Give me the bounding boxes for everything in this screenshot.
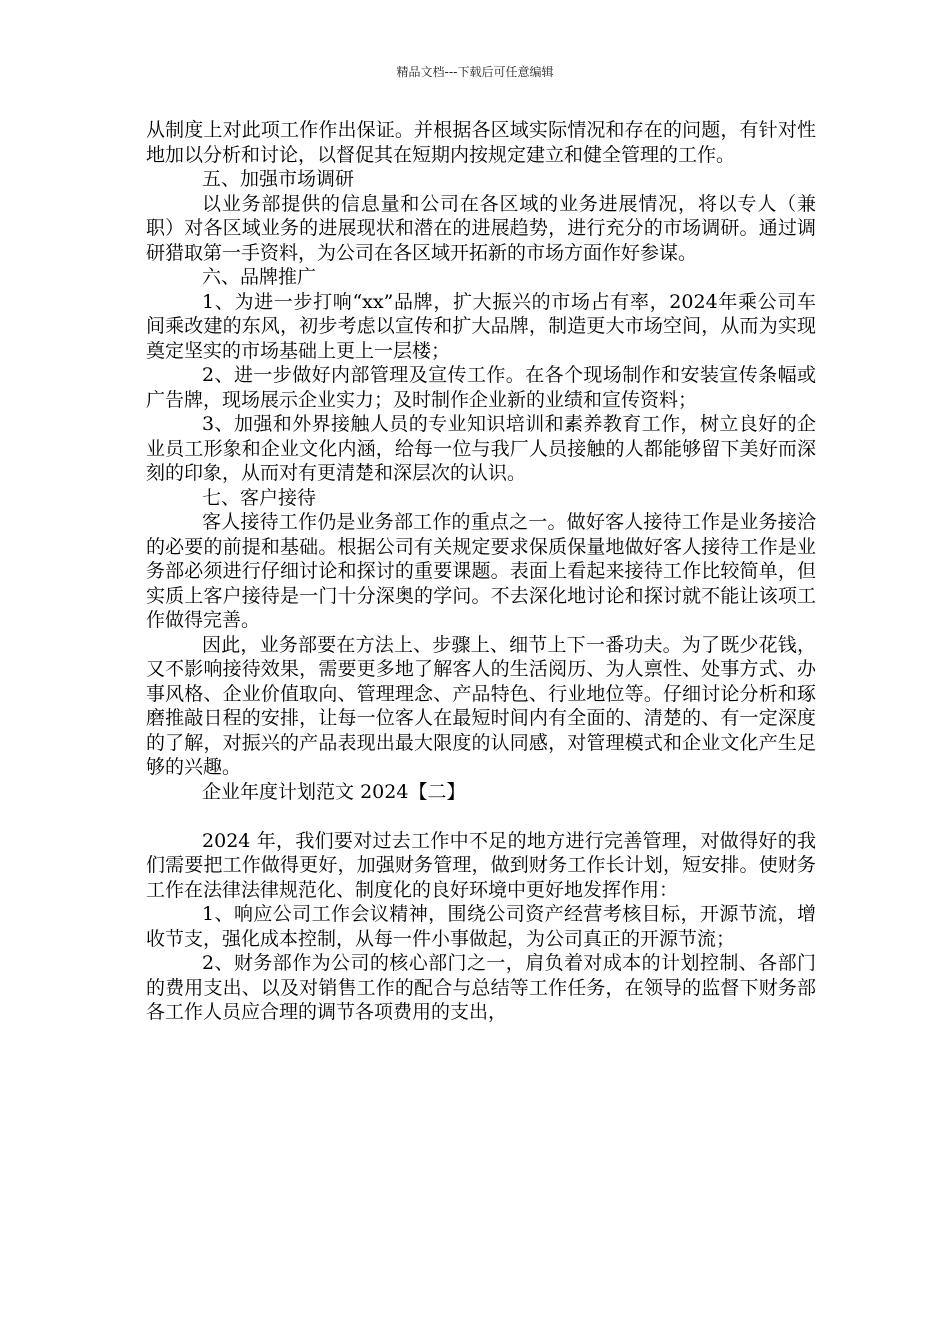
paragraph: 2024 年，我们要对过去工作中不足的地方进行完善管理，对做得好的我们需要把工作做得更好，加强财务管理，做到财务工作长计划，短安排。使财务工作在法律法律规范化、制度化的良好环境中更好地发挥作用： (146, 829, 816, 901)
section-heading: 五、加强市场调研 (202, 168, 355, 190)
paragraph: 2、进一步做好内部管理及宣传工作。在各个现场制作和安装宣传条幅或广告牌，现场展示企业实力；及时制作企业新的业绩和宣传资料； (146, 364, 816, 411)
paragraph: 客人接待工作仍是业务部工作的重点之一。做好客人接待工作是业务接洽的必要的前提和基础。根据公司有关规定要求保质保量地做好客人接待工作是业务部必须进行仔细讨论和探讨的重要课题。表面上看起来接待工作比较简单，但实质上客户接待是一门十分深奥的学问。不去深化地讨论和探讨就不能让该项工作做得完善。 (146, 511, 816, 631)
section-heading: 六、品牌推广 (202, 266, 317, 288)
paragraph: 以业务部提供的信息量和公司在各区域的业务进展情况，将以专人（兼职）对各区域业务的进展现状和潜在的进展趋势，进行充分的市场调研。通过调研猎取第一手资料，为公司在各区域开拓新的市场方面作好参谋。 (146, 192, 816, 264)
paragraph: 因此，业务部要在方法上、步骤上、细节上下一番功夫。为了既少花钱，又不影响接待效果，需要更多地了解客人的生活阅历、为人禀性、处事方式、办事风格、企业价值取向、管理理念、产品特色、行业地位等。仔细讨论分析和琢磨推敲日程的安排，让每一位客人在最短时间内有全面的、清楚的、有一定深度的了解，对振兴的产品表现出最大限度的认同感，对管理模式和企业文化产生足够的兴趣。 (146, 633, 816, 778)
paragraph: 从制度上对此项工作作出保证。并根据各区域实际情况和存在的问题，有针对性地加以分析和讨论，以督促其在短期内按规定建立和健全管理的工作。 (146, 119, 816, 166)
section-heading: 七、客户接待 (202, 486, 317, 509)
paragraph: 1、响应公司工作会议精神，围绕公司资产经营考核目标，开源节流，增收节支，强化成本控制，从每一件小事做起，为公司真正的开源节流； (146, 903, 816, 950)
paragraph: 2、财务部作为公司的核心部门之一，肩负着对成本的计划控制、各部门的费用支出、以及对销售工作的配合与总结等工作任务，在领导的监督下财务部各工作人员应合理的调节各项费用的支出， (146, 952, 816, 1023)
paragraph: 3、加强和外界接触人员的专业知识培训和素养教育工作，树立良好的企业员工形象和企业文化内涵，给每一位与我厂人员接触的人都能够留下美好而深刻的印象，从而对有更清楚和深层次的认识。 (146, 413, 816, 484)
paragraph: 1、为进一步打响“xx”品牌，扩大振兴的市场占有率，2024年乘公司车间乘改建的东风，初步考虑以宣传和扩大品牌，制造更大市场空间，从而为实现奠定坚实的市场基础上更上一层楼； (146, 290, 816, 362)
document-body (146, 118, 816, 1025)
section-heading: 企业年度计划范文 2024【二】 (202, 780, 466, 803)
blank-line (146, 804, 816, 829)
page-header: 精品文档---下载后可任意编辑 (396, 65, 554, 79)
